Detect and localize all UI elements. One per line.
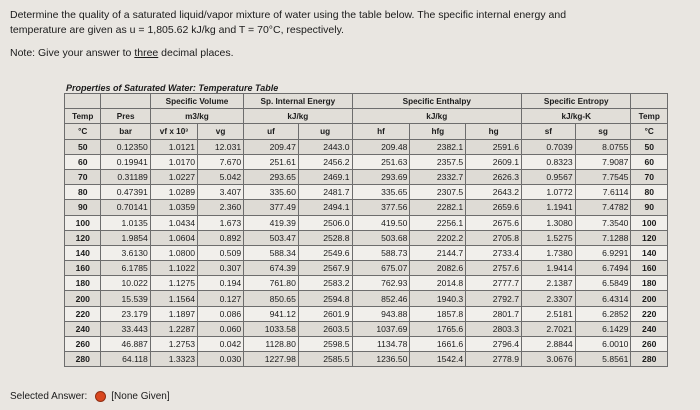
table-cell: 1940.3 (410, 291, 466, 306)
table-cell: 90 (65, 200, 101, 215)
table-cell: 2.8844 (522, 337, 576, 352)
table-cell: 2506.0 (298, 215, 352, 230)
table-cell: 2594.8 (298, 291, 352, 306)
question-line-1: Determine the quality of a saturated liquid/vapor mixture of water using the table below. The specific internal energy and (10, 9, 567, 21)
table-cell: 3.6130 (101, 245, 150, 260)
table-cell: 7.670 (198, 154, 244, 169)
col-header: sg (575, 124, 631, 139)
group-header: Specific Entropy (522, 94, 631, 109)
table-cell: 2567.9 (298, 261, 352, 276)
table-cell: 240 (65, 321, 101, 336)
table-cell: 3.0676 (522, 352, 576, 367)
table-cell: 140 (631, 245, 668, 260)
table-cell: 2443.0 (298, 139, 352, 154)
table-cell: 220 (631, 306, 668, 321)
table-cell: 1.0289 (150, 185, 197, 200)
table-cell: 2803.3 (466, 321, 522, 336)
column-header-row (65, 124, 668, 139)
table-cell: 8.0755 (575, 139, 631, 154)
table-cell: 23.179 (101, 306, 150, 321)
table-cell: 1.7380 (522, 245, 576, 260)
table-cell: 1.1941 (522, 200, 576, 215)
table-cell: 220 (65, 306, 101, 321)
table-cell: 1.0800 (150, 245, 197, 260)
table-cell: 240 (631, 321, 668, 336)
table-cell: 941.12 (244, 306, 299, 321)
table-cell: 2.7021 (522, 321, 576, 336)
table-cell: 419.50 (352, 215, 410, 230)
table-cell: 2.5181 (522, 306, 576, 321)
table-cell: 1236.50 (352, 352, 410, 367)
col-header: Temp (631, 109, 668, 124)
col-header: hf (352, 124, 410, 139)
table-cell: 335.60 (244, 185, 299, 200)
table-cell: 1037.69 (352, 321, 410, 336)
table-cell: 0.892 (198, 230, 244, 245)
selected-answer (10, 391, 170, 402)
table-cell: 6.1429 (575, 321, 631, 336)
answer-status-icon (95, 391, 106, 402)
table-cell: 2456.2 (298, 154, 352, 169)
table-cell: 60 (65, 154, 101, 169)
table-cell: 2014.8 (410, 276, 466, 291)
table-cell: 1227.98 (244, 352, 299, 367)
note-prefix: Note: Give your answer to (10, 47, 135, 59)
table-cell: 293.65 (244, 169, 299, 184)
table-cell: 0.086 (198, 306, 244, 321)
table-cell: 80 (631, 185, 668, 200)
table-cell: 90 (631, 200, 668, 215)
table-cell: 2481.7 (298, 185, 352, 200)
selected-answer-value-wrap (95, 391, 169, 402)
table-cell: 1.0227 (150, 169, 197, 184)
table-cell: 15.539 (101, 291, 150, 306)
table-cell: 675.07 (352, 261, 410, 276)
question-text (10, 8, 690, 38)
table-cell: 80 (65, 185, 101, 200)
group-header: Specific Volume (150, 94, 243, 109)
table-cell: 251.63 (352, 154, 410, 169)
table-cell: 1.9854 (101, 230, 150, 245)
table-cell: 1.0135 (101, 215, 150, 230)
table-cell: 209.47 (244, 139, 299, 154)
table-caption: Properties of Saturated Water: Temperature Table (66, 83, 279, 93)
table-cell: 1.9414 (522, 261, 576, 276)
table-cell: 260 (631, 337, 668, 352)
table-cell: 0.030 (198, 352, 244, 367)
table-cell: 1.0772 (522, 185, 576, 200)
table-cell: 0.8323 (522, 154, 576, 169)
table-cell: 588.73 (352, 245, 410, 260)
table-cell: 7.9087 (575, 154, 631, 169)
table-body (65, 139, 668, 367)
table-cell: 1134.78 (352, 337, 410, 352)
table-cell: 2601.9 (298, 306, 352, 321)
table-cell: 60 (631, 154, 668, 169)
table-row (65, 321, 668, 336)
table-cell: 200 (65, 291, 101, 306)
table-row (65, 200, 668, 215)
table-cell: 0.127 (198, 291, 244, 306)
table-cell: 1.673 (198, 215, 244, 230)
table-cell: 5.042 (198, 169, 244, 184)
table-cell: 6.4314 (575, 291, 631, 306)
col-unit: bar (101, 124, 150, 139)
table-cell: 2307.5 (410, 185, 466, 200)
table-cell: 7.4782 (575, 200, 631, 215)
table-cell: 2778.9 (466, 352, 522, 367)
table-cell: 0.12350 (101, 139, 150, 154)
table-cell: 3.407 (198, 185, 244, 200)
unit-header: kJ/kg (244, 109, 352, 124)
table-cell: 377.56 (352, 200, 410, 215)
table-cell: 0.7039 (522, 139, 576, 154)
table-cell: 6.1785 (101, 261, 150, 276)
table-cell: 2591.6 (466, 139, 522, 154)
question-line-2: temperature are given as u = 1,805.62 kJ/kg and T = 70°C, respectively. (10, 24, 344, 36)
col-header: Pres (101, 109, 150, 124)
table-cell: 280 (631, 352, 668, 367)
table-cell: 251.61 (244, 154, 299, 169)
selected-answer-label: Selected Answer: (10, 391, 88, 402)
table-cell: 2643.2 (466, 185, 522, 200)
table-row (65, 139, 668, 154)
table-cell: 0.307 (198, 261, 244, 276)
table-cell: 2792.7 (466, 291, 522, 306)
table-cell: 2202.2 (410, 230, 466, 245)
table-cell: 1.0434 (150, 215, 197, 230)
table-cell: 852.46 (352, 291, 410, 306)
table-cell: 2757.6 (466, 261, 522, 276)
col-header: hfg (410, 124, 466, 139)
col-header: vg (198, 124, 244, 139)
col-header: Temp (65, 109, 101, 124)
table-cell: 6.7494 (575, 261, 631, 276)
table-cell: 2603.5 (298, 321, 352, 336)
table-row (65, 352, 668, 367)
table-cell: 1.1275 (150, 276, 197, 291)
col-header: vf x 10³ (150, 124, 197, 139)
table-cell: 0.70141 (101, 200, 150, 215)
table-cell: 2382.1 (410, 139, 466, 154)
table-cell: 70 (65, 169, 101, 184)
table-cell: 762.93 (352, 276, 410, 291)
selected-answer-value: [None Given] (111, 391, 170, 402)
table-row (65, 291, 668, 306)
table-row (65, 154, 668, 169)
table-cell: 419.39 (244, 215, 299, 230)
table-cell: 335.65 (352, 185, 410, 200)
table-cell: 1765.6 (410, 321, 466, 336)
table-cell: 209.48 (352, 139, 410, 154)
table-cell: 6.5849 (575, 276, 631, 291)
table-cell: 160 (65, 261, 101, 276)
table-cell: 2585.5 (298, 352, 352, 367)
table-cell: 7.7545 (575, 169, 631, 184)
saturated-water-table (64, 93, 668, 367)
table-cell: 1.0170 (150, 154, 197, 169)
col-header: hg (466, 124, 522, 139)
table-cell: 160 (631, 261, 668, 276)
table-cell: 2469.1 (298, 169, 352, 184)
table-cell: 2549.6 (298, 245, 352, 260)
table-cell: 2626.3 (466, 169, 522, 184)
table-cell: 120 (631, 230, 668, 245)
table-cell: 1.0121 (150, 139, 197, 154)
table-cell: 12.031 (198, 139, 244, 154)
table-cell: 2144.7 (410, 245, 466, 260)
note-suffix: decimal places. (158, 47, 234, 59)
table-cell: 2659.6 (466, 200, 522, 215)
table-cell: 180 (631, 276, 668, 291)
table-cell: 943.88 (352, 306, 410, 321)
table-cell: 2598.5 (298, 337, 352, 352)
table-cell: 1033.58 (244, 321, 299, 336)
note-text (10, 47, 234, 59)
table-row (65, 276, 668, 291)
table-cell: 1.0604 (150, 230, 197, 245)
table-row (65, 306, 668, 321)
table-cell: 2583.2 (298, 276, 352, 291)
unit-header-row (65, 109, 668, 124)
table-cell: 5.8561 (575, 352, 631, 367)
table-cell: 1857.8 (410, 306, 466, 321)
table-cell: 200 (631, 291, 668, 306)
table-cell: 6.0010 (575, 337, 631, 352)
table-cell: 1128.80 (244, 337, 299, 352)
table-cell: 761.80 (244, 276, 299, 291)
table-cell: 1661.6 (410, 337, 466, 352)
table-cell: 2528.8 (298, 230, 352, 245)
table-cell: 0.042 (198, 337, 244, 352)
table-cell: 1542.4 (410, 352, 466, 367)
table-cell: 1.3080 (522, 215, 576, 230)
col-header: sf (522, 124, 576, 139)
table-cell: 50 (65, 139, 101, 154)
col-header: ug (298, 124, 352, 139)
table-cell: 2675.6 (466, 215, 522, 230)
col-unit: °C (631, 124, 668, 139)
table-cell: 2705.8 (466, 230, 522, 245)
table-cell: 6.9291 (575, 245, 631, 260)
table-cell: 140 (65, 245, 101, 260)
table-cell: 120 (65, 230, 101, 245)
table-cell: 850.65 (244, 291, 299, 306)
table-cell: 674.39 (244, 261, 299, 276)
table-cell: 70 (631, 169, 668, 184)
table-cell: 260 (65, 337, 101, 352)
table-row (65, 215, 668, 230)
group-header: Sp. Internal Energy (244, 94, 352, 109)
table-cell: 100 (631, 215, 668, 230)
table-cell: 1.5275 (522, 230, 576, 245)
table-cell: 0.060 (198, 321, 244, 336)
table-row (65, 230, 668, 245)
table-cell: 280 (65, 352, 101, 367)
table-cell: 2801.7 (466, 306, 522, 321)
table-row (65, 185, 668, 200)
table-cell: 1.3323 (150, 352, 197, 367)
group-header: Specific Enthalpy (352, 94, 522, 109)
table-cell: 6.2852 (575, 306, 631, 321)
table-cell: 1.1897 (150, 306, 197, 321)
table-cell: 180 (65, 276, 101, 291)
table-cell: 0.509 (198, 245, 244, 260)
table-cell: 7.1288 (575, 230, 631, 245)
table-row (65, 261, 668, 276)
table-cell: 0.31189 (101, 169, 150, 184)
table-cell: 2282.1 (410, 200, 466, 215)
table-cell: 1.1564 (150, 291, 197, 306)
table-cell: 10.022 (101, 276, 150, 291)
unit-header: kJ/kg-K (522, 109, 631, 124)
table-cell: 100 (65, 215, 101, 230)
table-cell: 33.443 (101, 321, 150, 336)
unit-header: kJ/kg (352, 109, 522, 124)
table-cell: 377.49 (244, 200, 299, 215)
table-row (65, 245, 668, 260)
table-cell: 7.6114 (575, 185, 631, 200)
table-cell: 2796.4 (466, 337, 522, 352)
col-unit: °C (65, 124, 101, 139)
table-cell: 64.118 (101, 352, 150, 367)
table-row (65, 337, 668, 352)
table-cell: 2357.5 (410, 154, 466, 169)
table-row (65, 169, 668, 184)
table-cell: 2.360 (198, 200, 244, 215)
table-cell: 503.47 (244, 230, 299, 245)
table-cell: 1.1022 (150, 261, 197, 276)
table-cell: 2.3307 (522, 291, 576, 306)
table-cell: 7.3540 (575, 215, 631, 230)
table-cell: 1.0359 (150, 200, 197, 215)
table-cell: 46.887 (101, 337, 150, 352)
table-cell: 0.194 (198, 276, 244, 291)
table-cell: 1.2287 (150, 321, 197, 336)
col-header: uf (244, 124, 299, 139)
table-cell: 2777.7 (466, 276, 522, 291)
table-cell: 2733.4 (466, 245, 522, 260)
table-cell: 0.19941 (101, 154, 150, 169)
unit-header: m3/kg (150, 109, 243, 124)
table-cell: 503.68 (352, 230, 410, 245)
table-cell: 1.2753 (150, 337, 197, 352)
table-cell: 2609.1 (466, 154, 522, 169)
table-cell: 0.9567 (522, 169, 576, 184)
table-cell: 0.47391 (101, 185, 150, 200)
table-cell: 2082.6 (410, 261, 466, 276)
table-cell: 2.1387 (522, 276, 576, 291)
group-header-row (65, 94, 668, 109)
table-cell: 293.69 (352, 169, 410, 184)
table-cell: 50 (631, 139, 668, 154)
table-cell: 588.34 (244, 245, 299, 260)
table-cell: 2256.1 (410, 215, 466, 230)
table-cell: 2494.1 (298, 200, 352, 215)
note-emphasis: three (134, 47, 159, 59)
table-cell: 2332.7 (410, 169, 466, 184)
